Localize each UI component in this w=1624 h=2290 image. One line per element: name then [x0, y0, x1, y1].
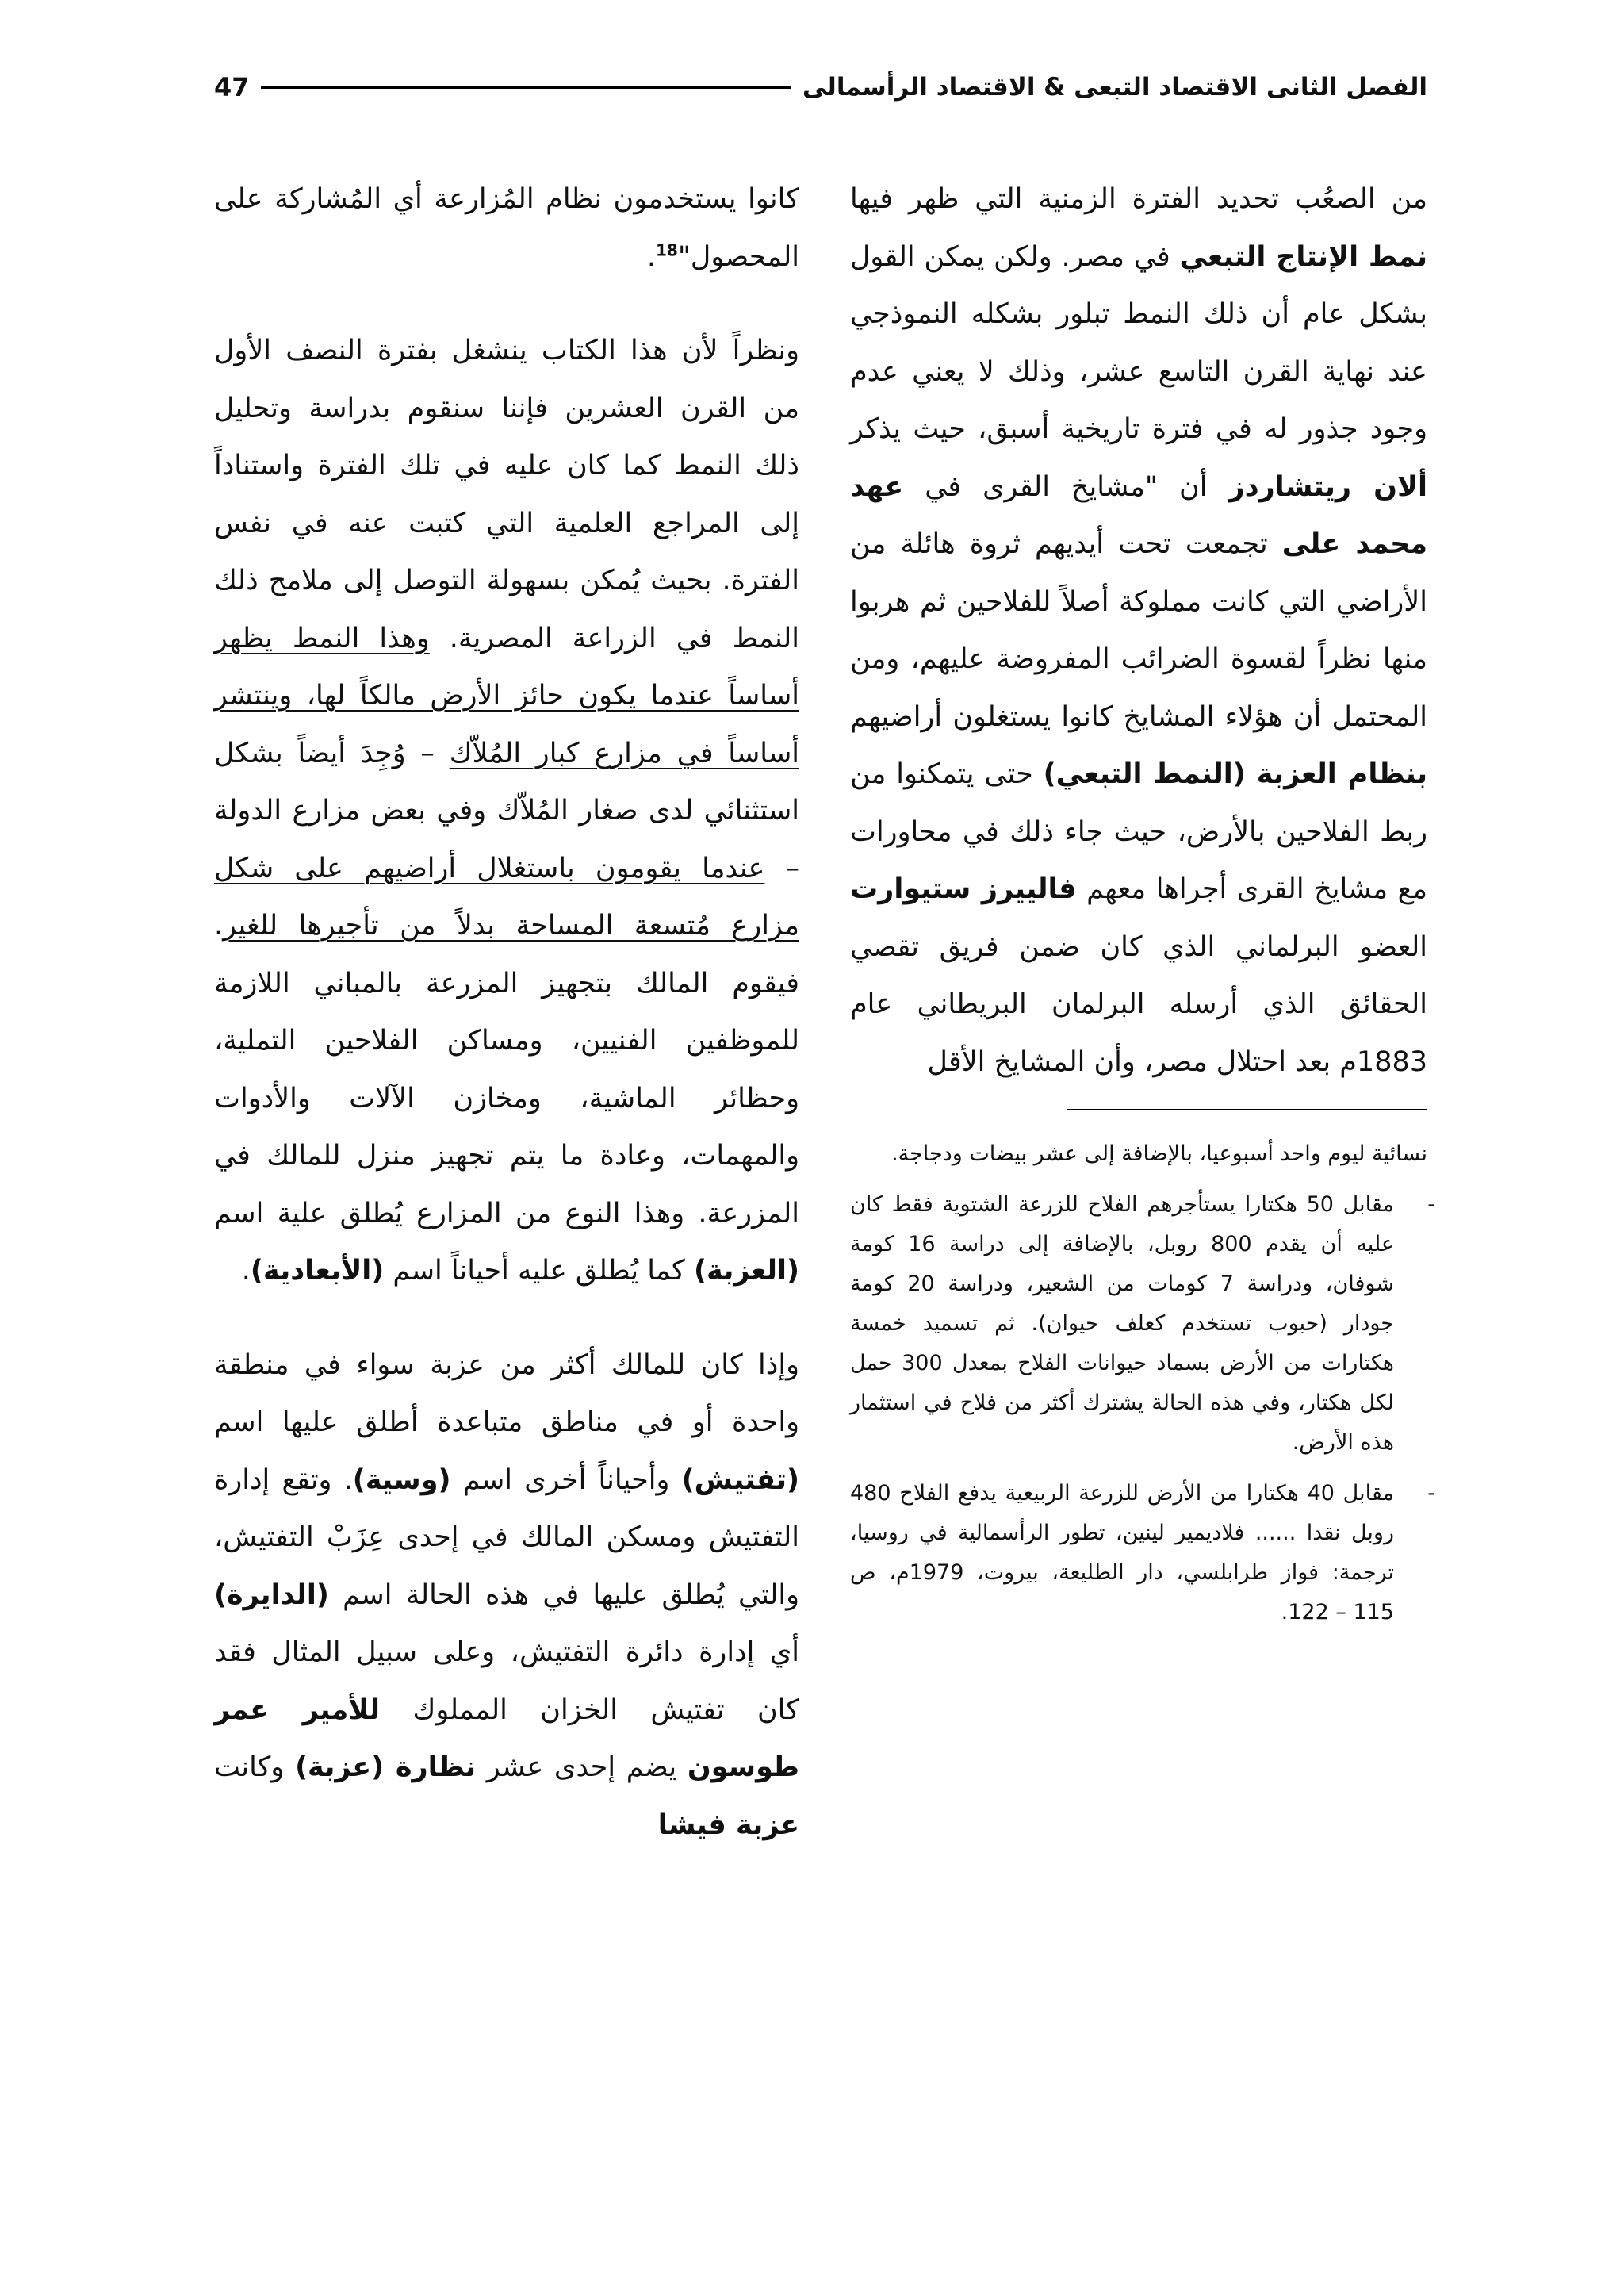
footnote-dash: - [1427, 1481, 1435, 1506]
footnotes [850, 1134, 1435, 1632]
left-column [214, 171, 799, 1854]
footnote-item: - مقابل 50 هكتارا يستأجرهم الفلاح للزرعة الشتوية فقط كان عليه أن يقدم 800 روبل، بالإضافة إلى دراسة 16 كومة شوفان، ودراسة 7 كومات من الشعير، ودراسة 20 كومة جودار (حبوب تستخدم كعلف حيوان). ثم تسميد خمسة هكتارات من الأرض بسماد حيوانات الفلاح بمعدل 300 حمل لكل هكتار، وفي هذه الحالة يشترك أكثر من فلاح في استثمار هذه الأرض. [850, 1185, 1427, 1463]
footnote-rule [1067, 1109, 1427, 1110]
left-paragraph-1: كانوا يستخدمون نظام المُزارعة أي المُشاركة على المحصول"$^{18}$. [214, 183, 799, 273]
right-column [850, 171, 1427, 1091]
right-paragraph-1: من الصعُب تحديد الفترة الزمنية التي ظهر فيها نمط الإنتاج التبعي في مصر. ولكن يمكن القول بشكل عام أن ذلك النمط تبلور بشكله النموذجي عند نهاية القرن التاسع عشر، وذلك لا يعني عدم وجود جذور له في فترة تاريخية أسبق، حيث يذكر ألان ريتشاردز أن "مشايخ القرى في عهد محمد على تجمعت تحت أيديهم ثروة هائلة من الأراضي التي كانت مملوكة أصلاً للفلاحين ثم هربوا منها نظراً لقسوة الضرائب المفروضة عليهم، ومن المحتمل أن هؤلاء المشايخ كانوا يستغلون أراضيهم بنظام العزبة (النمط التبعي) حتى يتمكنوا من ربط الفلاحين بالأرض، حيث جاء ذلك في محاورات مع مشايخ القرى أجراها معهم فالييرز ستيوارت العضو البرلماني الذي كان ضمن فريق تقصي الحقائق الذي أرسله البرلمان البريطاني عام 1883م بعد احتلال مصر، وأن المشايخ الأقل [850, 183, 1428, 1078]
footnote-continuation: نسائية ليوم واحد أسبوعيا، بالإضافة إلى عشر بيضات ودجاجة. [891, 1141, 1427, 1166]
left-paragraph-3: وإذا كان للمالك أكثر من عزبة سواء في منطقة واحدة أو في مناطق متباعدة أطلق عليها اسم (تفتيش) وأحياناً أخرى اسم (وسية). وتقع إدارة التفتيش ومسكن المالك في إحدى عِزَبْ التفتيش، والتي يُطلق عليها في هذه الحالة اسم (الدايرة) أي إدارة دائرة التفتيش، وعلى سبيل المثال فقد كان تفتيش الخزان المملوك للأمير عمر طوسون يضم إحدى عشر نظارة (عزبة) وكانت عزبة فيشا [214, 1348, 800, 1841]
page-number: 47 [214, 72, 250, 102]
footnote-ref: 18 [655, 240, 678, 259]
footnote-dash: - [1427, 1192, 1435, 1217]
header-rule [261, 86, 791, 89]
left-paragraph-2: ونظراً لأن هذا الكتاب ينشغل بفترة النصف الأول من القرن العشرين فإننا سنقوم بدراسة وتحليل ذلك النمط كما كان عليه في تلك الفترة واستناداً إلى المراجع العلمية التي كتبت عنه في نفس الفترة. بحيث يُمكن بسهولة التوصل إلى ملامح ذلك النمط في الزراعة المصرية. وهذا النمط يظهر أساساً عندما يكون حائز الأرض مالكاً لها، وينتشر أساساً في مزارع كبار المُلاّك – وُجِدَ أيضاً بشكل استثنائي لدى صغار المُلاّك وفي بعض مزارع الدولة – عندما يقومون باستغلال أراضيهم على شكل مزارع مُتسعة المساحة بدلاً من تأجيرها للغير. فيقوم المالك بتجهيز المزرعة بالمباني اللازمة للموظفين الفنيين، ومساكن الفلاحين التملية، وحظائر الماشية، ومخازن الآلات والأدوات والمهمات، وعادة ما يتم تجهيز منزل للمالك في المزرعة. وهذا النوع من المزارع يُطلق علية اسم (العزبة) كما يُطلق عليه أحياناً اسم (الأبعادية). [214, 335, 800, 1287]
running-header [214, 63, 1427, 111]
chapter-title: الفصل الثانى الاقتصاد التبعى & الاقتصاد الرأسمالى [802, 73, 1427, 102]
footnote-item: - مقابل 40 هكتارا من الأرض للزرعة الربيعية يدفع الفلاح 480 روبل نقدا ...... فلاديمير لينين، تطور الرأسمالية في روسيا، ترجمة: فواز طرابلسي، دار الطليعة، بيروت، 1979م، ص 115 – 122. [850, 1474, 1427, 1632]
